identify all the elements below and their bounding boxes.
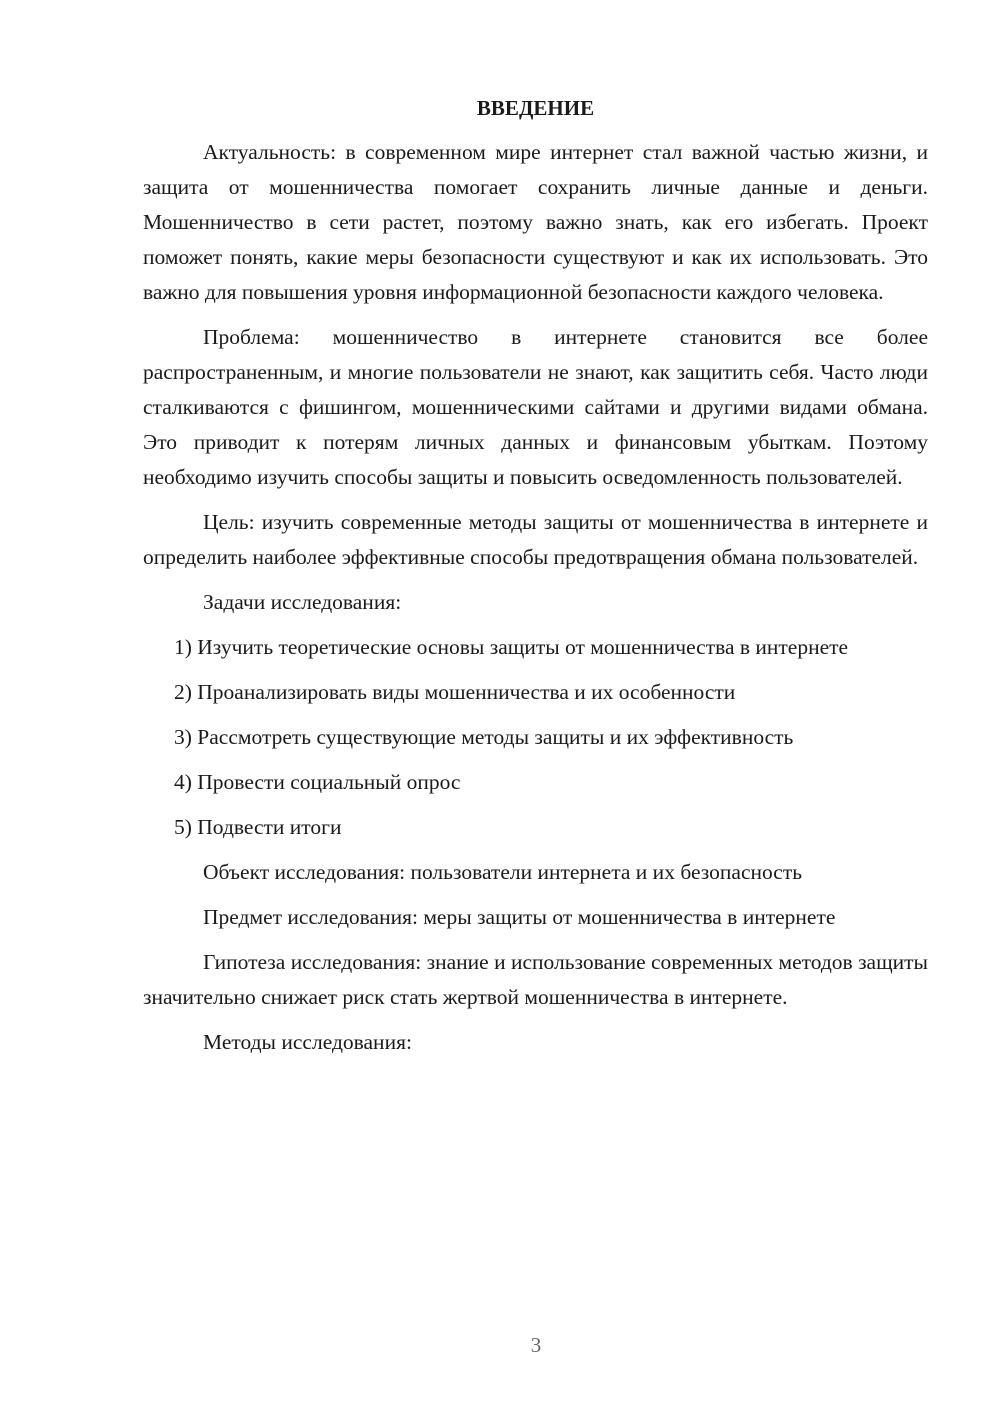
task-item: 4) Провести социальный опрос [174,770,461,794]
task-item: 3) Рассмотреть существующие методы защиты и их эффективность [174,725,794,749]
page-title: ВВЕДЕНИЕ [476,96,595,120]
task-item: 5) Подвести итоги [174,815,342,839]
goal-paragraph: Цель: изучить современные методы защиты от мошенничества в интернете и определить наиболее эффективные способы предотвращения обмана пользователей. [143,510,928,569]
problem-paragraph: Проблема: мошенничество в интернете становится все более распространенным, и многие пользователи не знают, как защитить себя. Часто люди сталкиваются с фишингом, мошенническими сайтами и другими видами обмана. Это приводит к потерям личных данных и финансовым убыткам. Поэтому необходимо изучить способы защиты и повысить осведомленность пользователей. [143,325,928,489]
methods-heading: Методы исследования: [203,1030,412,1054]
document-page [143,90,928,1070]
subject-paragraph: Предмет исследования: меры защиты от мошенничества в интернете [203,905,836,929]
relevance-paragraph: Актуальность: в современном мире интернет стал важной частью жизни, и защита от мошенничества помогает сохранить личные данные и деньги. Мошенничество в сети растет, поэтому важно знать, как его избегать. Проект поможет понять, какие меры безопасности существуют и как их использовать. Это важно для повышения уровня информационной безопасности каждого человека. [143,140,928,304]
hypothesis-paragraph: Гипотеза исследования: знание и использование современных методов защиты значительно снижает риск стать жертвой мошенничества в интернете. [143,950,929,1009]
task-item: 1) Изучить теоретические основы защиты от мошенничества в интернете [174,635,849,659]
tasks-heading: Задачи исследования: [203,590,402,614]
task-item: 2) Проанализировать виды мошенничества и их особенности [174,680,736,704]
object-paragraph: Объект исследования: пользователи интернета и их безопасность [203,860,803,884]
page-number: 3 [530,1333,542,1357]
